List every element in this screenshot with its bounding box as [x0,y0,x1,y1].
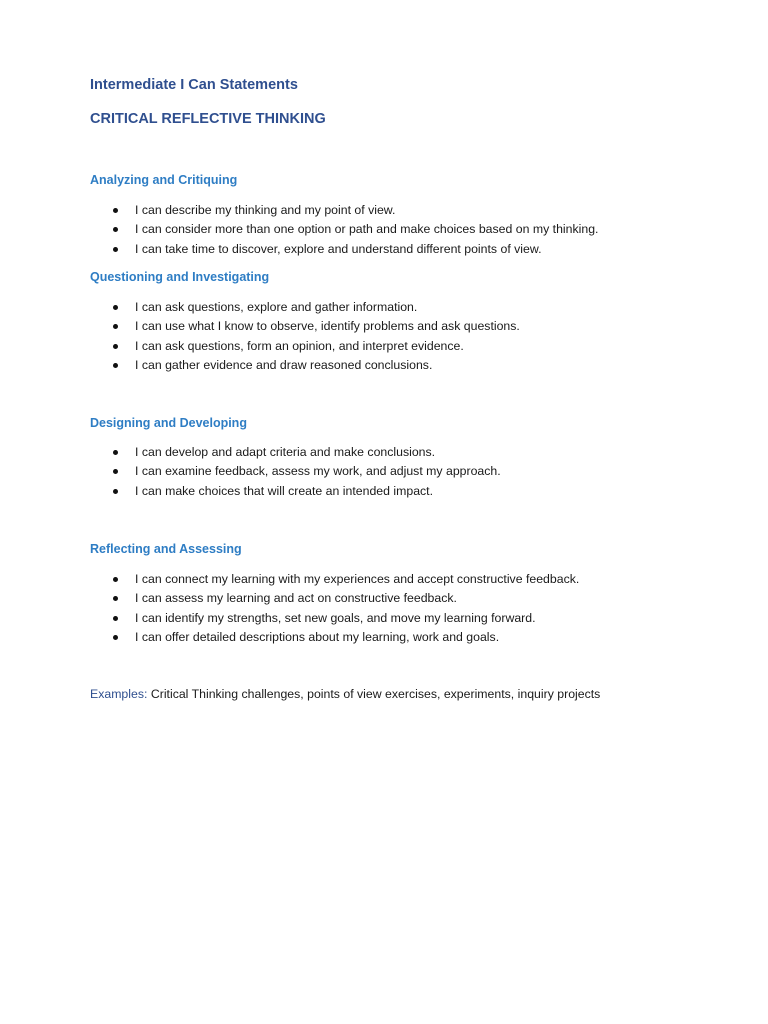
bullet-icon [113,324,118,329]
list-item-text: I can use what I know to observe, identify problems and ask questions. [135,319,520,334]
list-item-text: I can develop and adapt criteria and make conclusions. [135,445,436,459]
bullet-icon [113,596,118,601]
list-item-text: I can take time to discover, explore and understand different points of view. [135,241,542,256]
bullet-icon [113,635,118,640]
section-heading-reflecting-and-assessing: Reflecting and Assessing [90,542,242,556]
bullet-icon [113,577,118,582]
bullet-icon [113,305,118,310]
list-item-text: I can consider more than one option or path and make choices based on my thinking. [135,222,599,237]
bullet-icon [113,469,118,474]
list-item-text: I can connect my learning with my experiences and accept constructive feedback. [135,572,580,586]
list-item-text: I can assess my learning and act on constructive feedback. [135,591,457,606]
list-item-text: I can describe my thinking and my point of view. [135,203,396,217]
page-title: Intermediate I Can Statements [90,77,298,93]
list-item-text: I can gather evidence and draw reasoned conclusions. [135,357,433,372]
bullet-icon [113,247,118,252]
list-item-text: I can ask questions, explore and gather information. [135,300,418,314]
list-item-text: I can ask questions, form an opinion, and interpret evidence. [135,338,464,353]
list-item-text: I can examine feedback, assess my work, and adjust my approach. [135,464,501,479]
bullet-icon [113,344,118,349]
examples-text: Critical Thinking challenges, points of view exercises, experiments, inquiry projects [147,687,601,701]
bullet-icon [113,227,118,232]
bullet-icon [113,450,118,455]
bullet-icon [113,208,118,213]
list-item-text: I can identify my strengths, set new goals, and move my learning forward. [135,610,536,625]
bullet-icon [113,363,118,368]
section-heading-designing-and-developing: Designing and Developing [90,416,247,430]
list-item-text: I can make choices that will create an intended impact. [135,483,434,498]
examples-paragraph [90,687,600,701]
bullet-icon [113,616,118,621]
bullet-icon [113,489,118,494]
section-heading-questioning-and-investigating: Questioning and Investigating [90,270,270,284]
examples-label: Examples: [90,687,148,701]
list-item-text: I can offer detailed descriptions about my learning, work and goals. [135,629,500,644]
section-heading-analyzing-and-critiquing: Analyzing and Critiquing [90,173,238,187]
page-subtitle: CRITICAL REFLECTIVE THINKING [90,111,326,127]
